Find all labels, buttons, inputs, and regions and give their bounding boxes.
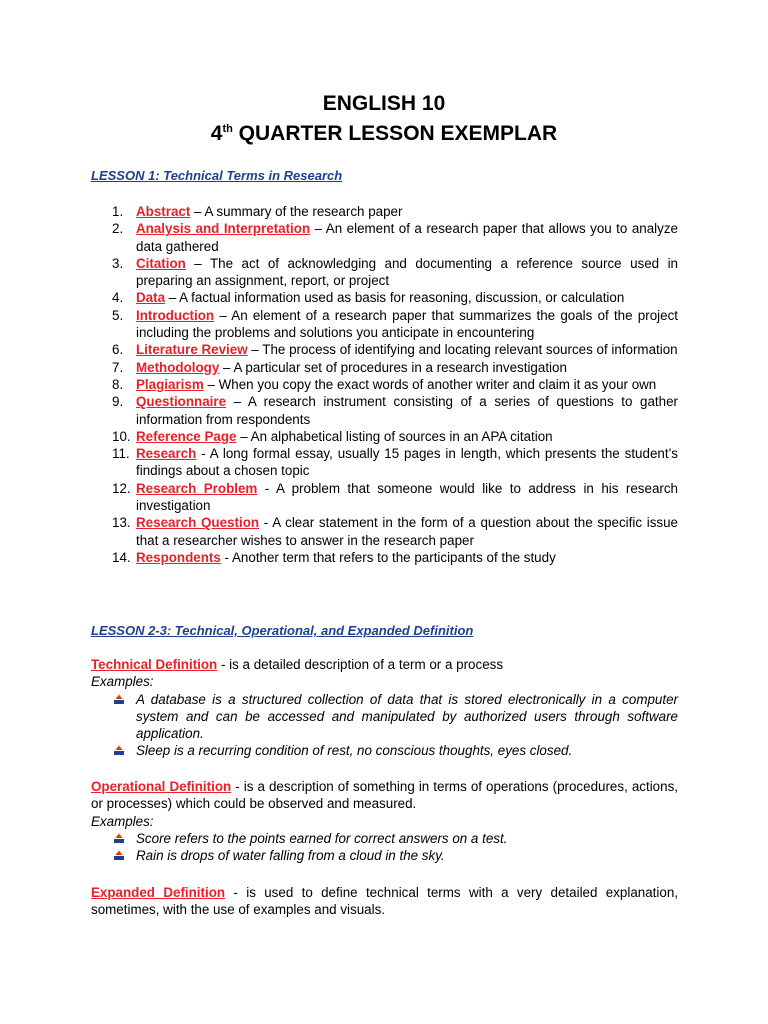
- examples-list: [91, 691, 678, 760]
- example-item: [91, 847, 678, 864]
- term-label: Operational Definition: [91, 779, 232, 794]
- quarter-title-text: QUARTER LESSON EXEMPLAR: [232, 122, 558, 145]
- layered-arrow-bullet-icon: [113, 832, 125, 844]
- example-item: [91, 742, 678, 759]
- technical-definition-section: [91, 656, 678, 760]
- examples-list: [91, 830, 678, 865]
- operational-definition-section: [91, 778, 678, 864]
- term-definition: – A research instrument consisting of a series of questions to gather information from respondents: [136, 394, 678, 427]
- term-label: Research Question: [136, 515, 260, 531]
- term-label: Technical Definition: [91, 657, 218, 672]
- term-definition: - Another term that refers to the participants of the study: [220, 549, 556, 565]
- operational-definition-line: [91, 778, 678, 813]
- item-number: 3.: [112, 255, 124, 271]
- layered-arrow-bullet-icon: [113, 693, 125, 705]
- item-number: 7.: [112, 359, 124, 375]
- term-label: Questionnaire: [136, 394, 227, 410]
- term-label: Abstract: [136, 204, 191, 219]
- examples-label: Examples:: [91, 674, 154, 690]
- term-label: Reference Page: [136, 428, 237, 444]
- lesson-2-3-heading: LESSON 2-3: Technical, Operational, and Expanded Definition: [91, 623, 474, 638]
- term-label: Plagiarism: [136, 376, 204, 392]
- definition-item: [91, 445, 678, 480]
- item-number: 9.: [112, 394, 124, 410]
- definition-item: [91, 393, 678, 428]
- term-label: Methodology: [136, 359, 220, 375]
- item-number: 1.: [112, 204, 124, 219]
- example-text: Score refers to the points earned for correct answers on a test.: [136, 830, 508, 846]
- item-number: 8.: [112, 376, 124, 392]
- term-definition: - A clear statement in the form of a question about the specific issue that a researcher wishes to answer in the research paper: [136, 515, 679, 548]
- layered-arrow-bullet-icon: [113, 744, 125, 756]
- term-label: Research: [136, 446, 197, 462]
- item-number: 4.: [112, 290, 124, 306]
- definition-item: [91, 428, 678, 445]
- example-item: [91, 691, 678, 743]
- quarter-number: 4: [210, 122, 223, 145]
- term-definition: – A factual information used as basis for reasoning, discussion, or calculation: [165, 290, 625, 306]
- lesson-1-heading: LESSON 1: Technical Terms in Research: [91, 168, 343, 183]
- definition-item: [91, 255, 678, 290]
- example-item: [91, 830, 678, 847]
- term-definition: – A summary of the research paper: [190, 204, 403, 219]
- item-number: 14.: [112, 549, 131, 565]
- item-number: 6.: [112, 342, 124, 358]
- example-text: Rain is drops of water falling from a cloud in the sky.: [136, 848, 445, 864]
- definition-item: [91, 549, 678, 566]
- quarter-suffix: th: [222, 123, 233, 135]
- item-number: 11.: [112, 446, 130, 462]
- definition-item: [91, 359, 678, 376]
- title-line-1: ENGLISH 10: [322, 92, 446, 115]
- definition-item: [91, 289, 678, 306]
- term-definition: – The act of acknowledging and documenting a reference source used in preparing an assignment, report, or project: [136, 255, 678, 289]
- definition-item: [91, 220, 678, 255]
- technical-definition-line: [91, 656, 678, 673]
- term-definition: – An element of a research paper that summarizes the goals of the project including the problems and solutions you anticipate in encountering: [136, 307, 678, 341]
- definition-item: [91, 514, 678, 549]
- document-subtitle: [0, 122, 768, 146]
- term-label: Literature Review: [136, 342, 248, 358]
- definition-item: [91, 376, 678, 393]
- term-label: Citation: [136, 255, 186, 271]
- term-label: Expanded Definition: [91, 885, 226, 900]
- definition-item: [91, 480, 678, 515]
- term-label: Data: [136, 290, 166, 306]
- definition-item: [91, 307, 678, 342]
- term-definition: - is a description of something in terms of operations (procedures, actions, or processes) which could be observed and measured.: [91, 779, 678, 812]
- item-number: 13.: [112, 515, 131, 531]
- term-definition: - is a detailed description of a term or a process: [217, 657, 504, 672]
- term-definition: – The process of identifying and locating relevant sources of information: [247, 342, 678, 358]
- term-label: Research Problem: [136, 480, 258, 496]
- term-label: Analysis and Interpretation: [136, 221, 311, 237]
- term-definition: – An element of a research paper that allows you to analyze data gathered: [136, 221, 678, 254]
- term-definition: - A long formal essay, usually 15 pages in length, which presents the student’s findings about a chosen topic: [136, 446, 678, 479]
- term-label: Respondents: [136, 549, 221, 565]
- technical-terms-list: [91, 203, 678, 566]
- definition-item: [91, 341, 678, 358]
- item-number: 10.: [112, 428, 131, 444]
- term-definition: – When you copy the exact words of another writer and claim it as your own: [203, 376, 657, 392]
- example-text: A database is a structured collection of data that is stored electronically in a computer system and can be accessed and manipulated by authorized users through software application.: [136, 691, 678, 742]
- layered-arrow-bullet-icon: [113, 849, 125, 861]
- item-number: 5.: [112, 307, 124, 323]
- term-definition: - is used to define technical terms with a very detailed explanation, sometimes, with the use of examples and visuals.: [91, 885, 678, 918]
- expanded-definition-section: [91, 884, 678, 919]
- definition-item: [91, 203, 678, 220]
- item-number: 2.: [112, 221, 124, 237]
- term-definition: – A particular set of procedures in a research investigation: [219, 359, 567, 375]
- examples-label: Examples:: [91, 813, 154, 829]
- expanded-definition-line: [91, 884, 678, 919]
- term-definition: – An alphabetical listing of sources in an APA citation: [236, 428, 553, 444]
- document-title: [0, 92, 768, 116]
- example-text: Sleep is a recurring condition of rest, no conscious thoughts, eyes closed.: [136, 743, 573, 759]
- item-number: 12.: [112, 480, 131, 496]
- term-definition: - A problem that someone would like to address in his research investigation: [136, 480, 678, 514]
- term-label: Introduction: [136, 307, 215, 323]
